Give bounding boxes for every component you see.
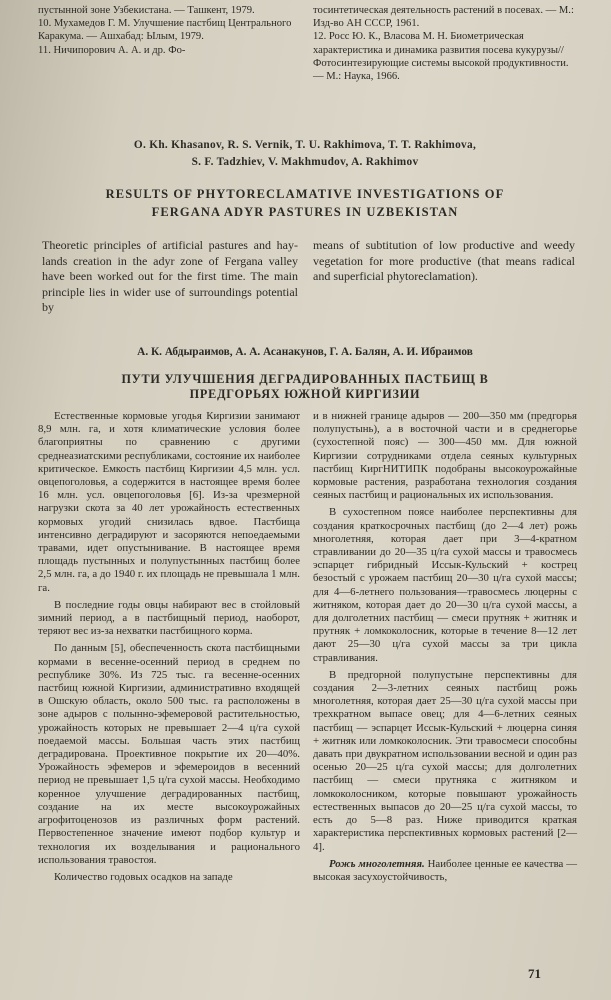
abstract-text: means of subtitution of low productive and weedy vegetation for more productive (that means radical and superficial phytoreclamation). bbox=[313, 238, 575, 284]
references-right-column bbox=[313, 4, 575, 83]
article-paragraph: По данным [5], обеспеченность скота пастбищными кормами в весенне-осенний период в среднем по республике 30%. Из 725 тыс. га весенне-осенних пастбищ южной Киргизии, административно входящей в Ошскую область, около 500 тыс. га расположены в зоне адыров с полынно-эфемеровой растительностью, урожайность которых не превышает 2—4 ц/га сухой поедаемой массы. Большая часть этих пастбищ деградирована. Проективное покрытие их 20—40%. Урожайность эфемеров и эфемероидов в весенний период не превышает 1,5 ц/га сухой массы. Необходимо коренное улучшение деградированных пастбищ, создание на их месте высокоурожайных агрофитоценозов из различных форм растений. Первостепенное значение имеют подбор культур и технология их возделывания и рационального использования травостоя. bbox=[38, 642, 300, 866]
reference-entry: 10. Мухамедов Г. М. Улучшение пастбищ Центрального Каракума. — Ашхабад: Ылым, 1979. bbox=[38, 18, 292, 43]
article-right-column bbox=[313, 410, 577, 884]
abstract-text: Theoretic principles of artificial pastures and hay-lands creation in the adyr zone of Fergana valley have been worked out for the first time. The main principle lies in wider use of surroundings potential by bbox=[42, 238, 298, 315]
article-paragraph: В последние годы овцы набирают вес в стойловый зимний период, а в пастбищный период, наоборот, теряют вес из-за нехватки пастбищного корма. bbox=[38, 598, 300, 638]
article-paragraph: и в нижней границе адыров — 200—350 мм (предгорья полупустынь), а в восточной части и в среднегорье (сухостепной пояс) — 300—450 мм. Для южной Киргизии сотрудниками отдела сеяных культурных пастбищ КиргНИТИПК подобраны высокоурожайные кормовые растения, разработана технология создания сеяных пастбищ и рациональных их использования. bbox=[313, 410, 577, 502]
english-title bbox=[80, 185, 530, 221]
reference-entry: 11. Ничипорович А. А. и др. Фо- bbox=[38, 44, 186, 56]
paragraph-text: Наиболее ценные ее качества — высокая засухоустойчивость, bbox=[313, 857, 577, 883]
subsection-heading: Рожь многолетняя. bbox=[329, 857, 425, 870]
article-paragraph: В сухостепном поясе наиболее перспективны для создания краткосрочных пастбищ (до 2—4 лет) рожь многолетняя, которая дает при 3—4-кратном стравливании до 20—35 ц/га сухой массы и травосмесь эспарцет гибридный Иссык-Кульский + кострец безостый с урожаем пастбищ 20—30 ц/га сухой массы; для 4—6-летнего пользования—травосмесь люцерны с житняком, которая дает до 20—30 ц/га сухой массы, а для долголетних пастбищ — смеси прутняк + житняк и прутняк + ломкоколосник, которые в течение 8—12 лет дают 25—30 ц/га сухой массы за три цикла стравливания. bbox=[313, 506, 577, 664]
references-left-column bbox=[38, 4, 296, 57]
english-title-line: RESULTS OF PHYTORECLAMATIVE INVESTIGATIONS OF bbox=[105, 187, 505, 201]
article-paragraph: В предгорной полупустыне перспективны для создания 2—3-летних сеяных пастбищ рожь многолетняя, которая дает 25—30 ц/га сухой массы при трехкратном выпасе овец; для 4—6-летних сеяных пастбищ — эспарцет Иссык-Кульский + люцерна синяя + житняк или ломкоколосник. Эти травосмеси способны давать при двукратном использовании весной и один раз осенью 20—25 ц/га сухой массы; для долголетних пастбищ — смеси прутняка с житняком и ломкоколосником, которые повышают урожайность естественных выпасов до 20—25 ц/га сухой массы, то есть до 5—8 раз. Ниже приводится краткая характеристика перспективных кормовых растений [2—4]. bbox=[313, 668, 577, 853]
article-paragraph bbox=[313, 858, 577, 884]
russian-title-line: ПУТИ УЛУЧШЕНИЯ ДЕГРАДИРОВАННЫХ ПАСТБИЩ В bbox=[121, 372, 489, 386]
article-paragraph: Количество годовых осадков на западе bbox=[54, 870, 233, 883]
english-abstract-right bbox=[313, 238, 575, 285]
russian-title-line: ПРЕДГОРЬЯХ ЮЖНОЙ КИРГИЗИИ bbox=[189, 387, 421, 401]
reference-entry: пустынной зоне Узбекистана. — Ташкент, 1979. bbox=[38, 5, 255, 16]
english-authors-line: S. F. Tadzhiev, V. Makhmudov, A. Rakhimov bbox=[191, 156, 419, 168]
article-left-column bbox=[38, 410, 300, 884]
reference-entry: 12. Росс Ю. К., Власова М. Н. Биометрическая характеристика и динамика развития посева кукурузы// Фотосинтезирующие системы высокой продуктивности. — М.: Наука, 1966. bbox=[313, 31, 569, 83]
russian-title bbox=[95, 372, 515, 402]
page-number: 71 bbox=[528, 966, 541, 981]
english-authors-line: O. Kh. Khasanov, R. S. Vernik, T. U. Rakhimova, T. T. Rakhimova, bbox=[133, 139, 477, 151]
english-abstract-left bbox=[42, 238, 298, 316]
article-paragraph: Естественные кормовые угодья Киргизии занимают 8,9 млн. га, и хотя климатические условия более благоприятны по сравнению с другими среднеазиатскими республиками, состояние их наиболее критическое. Емкость пастбищ Киргизии 4,5 млн. усл. овцепоголовья, а содержится в настоящее время более 16 млн. усл. овцепоголовья [6]. Из-за чрезмерной нагрузки скота за 40 лет урожайность естественных кормовых угодий снизилась вдвое. Пастбища интенсивно деградируют и засоряются непоедаемыми травами, идет опустынивание. В настоящее время площадь пустынных и полупустынных пастбищ более 2,5 млн. га, а до 1940 г. их площадь не превышала 1 млн. га. bbox=[38, 410, 300, 594]
reference-entry: тосинтетическая деятельность растений в посевах. — М.: Изд-во АН СССР, 1961. bbox=[313, 5, 574, 30]
russian-authors: А. К. Абдыраимов, А. А. Асанакунов, Г. А. Балян, А. И. Ибраимов bbox=[137, 346, 473, 358]
english-title-line: FERGANA ADYR PASTURES IN UZBEKISTAN bbox=[151, 205, 459, 219]
english-authors bbox=[70, 137, 540, 171]
